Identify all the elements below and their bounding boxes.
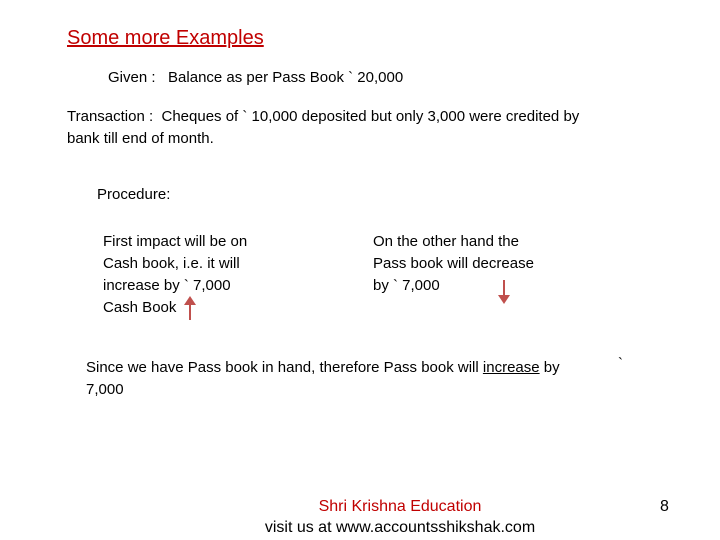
conclusion-before: Since we have Pass book in hand, therefore Pass book will [86, 359, 479, 376]
conclusion-amount: 7,000 [86, 381, 124, 398]
pass-book-impact [373, 231, 563, 297]
left-line-3: increase by ` 7,000 [103, 277, 231, 294]
right-line-2: Pass book will decrease [373, 255, 534, 272]
rupee-symbol: ` [618, 355, 623, 372]
conclusion-emphasis: increase [482, 359, 540, 376]
transaction-label: Transaction : [67, 108, 154, 125]
footer-org: Shri Krishna Education [318, 498, 482, 515]
conclusion-after: by [543, 359, 560, 376]
cash-book-impact [103, 231, 293, 319]
footer-website: visit us at www.accountsshikshak.com [264, 519, 536, 536]
footer [200, 496, 600, 538]
page-number: 8 [660, 498, 669, 515]
conclusion-text [86, 357, 646, 401]
left-line-1: First impact will be on [103, 233, 248, 250]
down-arrow-icon [497, 280, 511, 304]
up-arrow-icon [183, 296, 197, 320]
procedure-label: Procedure: [97, 186, 171, 203]
given-line [108, 67, 403, 89]
left-line-2: Cash book, i.e. it will [103, 255, 240, 272]
right-line-3: by ` 7,000 [373, 277, 440, 294]
transaction-block [67, 106, 587, 150]
transaction-text: Cheques of ` 10,000 deposited but only 3,000 were credited by bank till end of month. [67, 108, 580, 147]
left-line-4: Cash Book [103, 299, 177, 316]
given-label: Given : [108, 69, 156, 86]
given-text: Balance as per Pass Book ` 20,000 [168, 69, 404, 86]
right-line-1: On the other hand the [373, 233, 519, 250]
slide-title: Some more Examples [67, 27, 264, 49]
